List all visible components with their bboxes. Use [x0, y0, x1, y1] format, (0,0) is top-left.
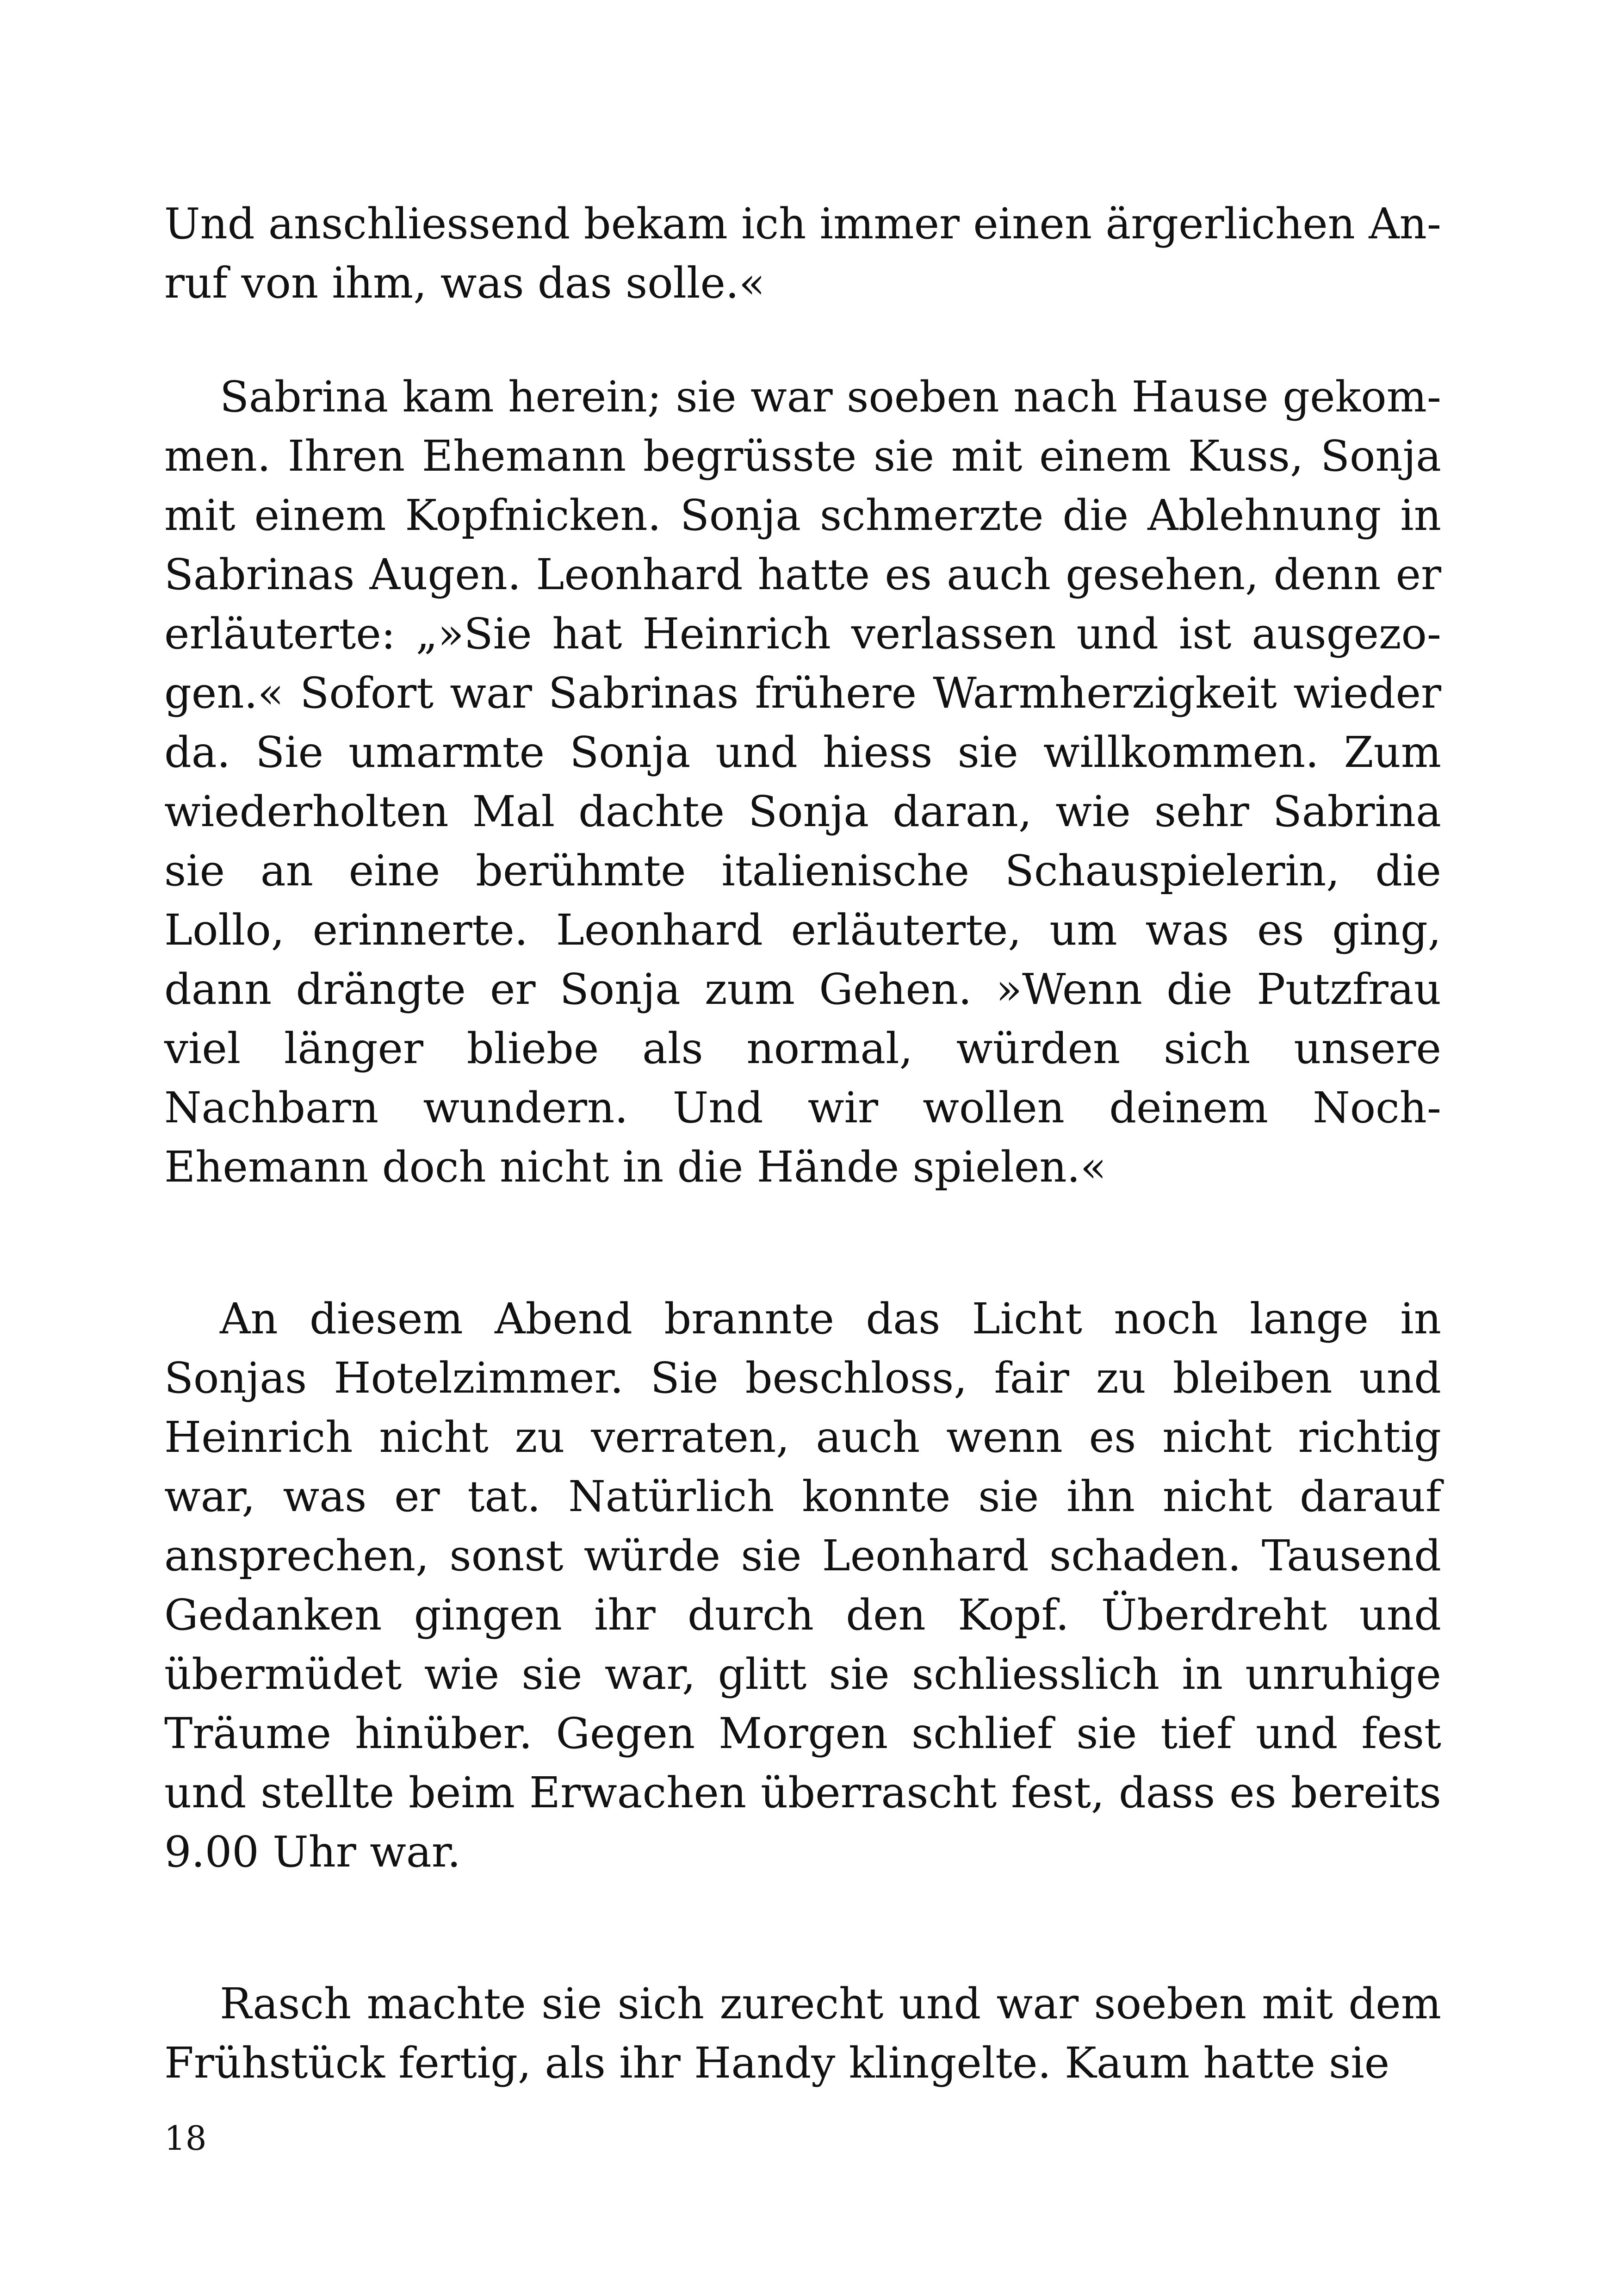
paragraph-gap: [164, 1882, 1441, 1974]
paragraph-gap: [164, 1197, 1441, 1289]
page-number: 18: [164, 2119, 207, 2158]
paragraph-1: Und anschliessend bekam ich immer einen ärgerlichen Anruf von ihm, was das solle.«: [164, 199, 1441, 308]
paragraph-gap: [164, 313, 1441, 367]
body-text: [164, 194, 1441, 2093]
paragraph-4: Rasch machte sie sich zurecht und war soeben mit dem Frühstück fertig, als ihr Handy klingelte. Kaum hatte sie: [164, 1979, 1441, 2088]
paragraph-3: An diesem Abend brannte das Licht noch lange in Sonjas Hotelzimmer. Sie beschloss, fair zu bleiben und Heinrich nicht zu verraten, auch wenn es nicht richtig war, was er tat. Natürlich konnte sie ihn nicht darauf ansprechen, sonst würde sie Leonhard schaden. Tausend Gedanken gingen ihr durch den Kopf. Überdreht und übermüdet wie sie war, glitt sie schliesslich in unruhige Träume hinüber. Gegen Morgen schlief sie tief und fest und stellte beim Erwachen überrascht fest, dass es bereits 9.00 Uhr war.: [164, 1294, 1441, 1877]
paragraph-2: Sabrina kam herein; sie war soeben nach Hause gekommen. Ihren Ehemann begrüsste sie mit einem Kuss, Sonja mit einem Kopfnicken. Sonja schmerzte die Ablehnung in Sabrinas Augen. Leonhard hatte es auch gesehen, denn er erläuterte: „»Sie hat Heinrich verlassen und ist ausgezogen.« Sofort war Sabrinas frühere Warmherzigkeit wieder da. Sie umarmte Sonja und hiess sie willkommen. Zum wiederholten Mal dachte Sonja daran, wie sehr Sabrina sie an eine berühmte italienische Schauspielerin, die Lollo, erinnerte. Leonhard erläuterte, um was es ging, dann drängte er Sonja zum Gehen. »Wenn die Putzfrau viel länger bliebe als normal, würden sich unsere Nachbarn wundern. Und wir wollen deinem Noch-Ehemann doch nicht in die Hände spielen.«: [164, 372, 1441, 1192]
